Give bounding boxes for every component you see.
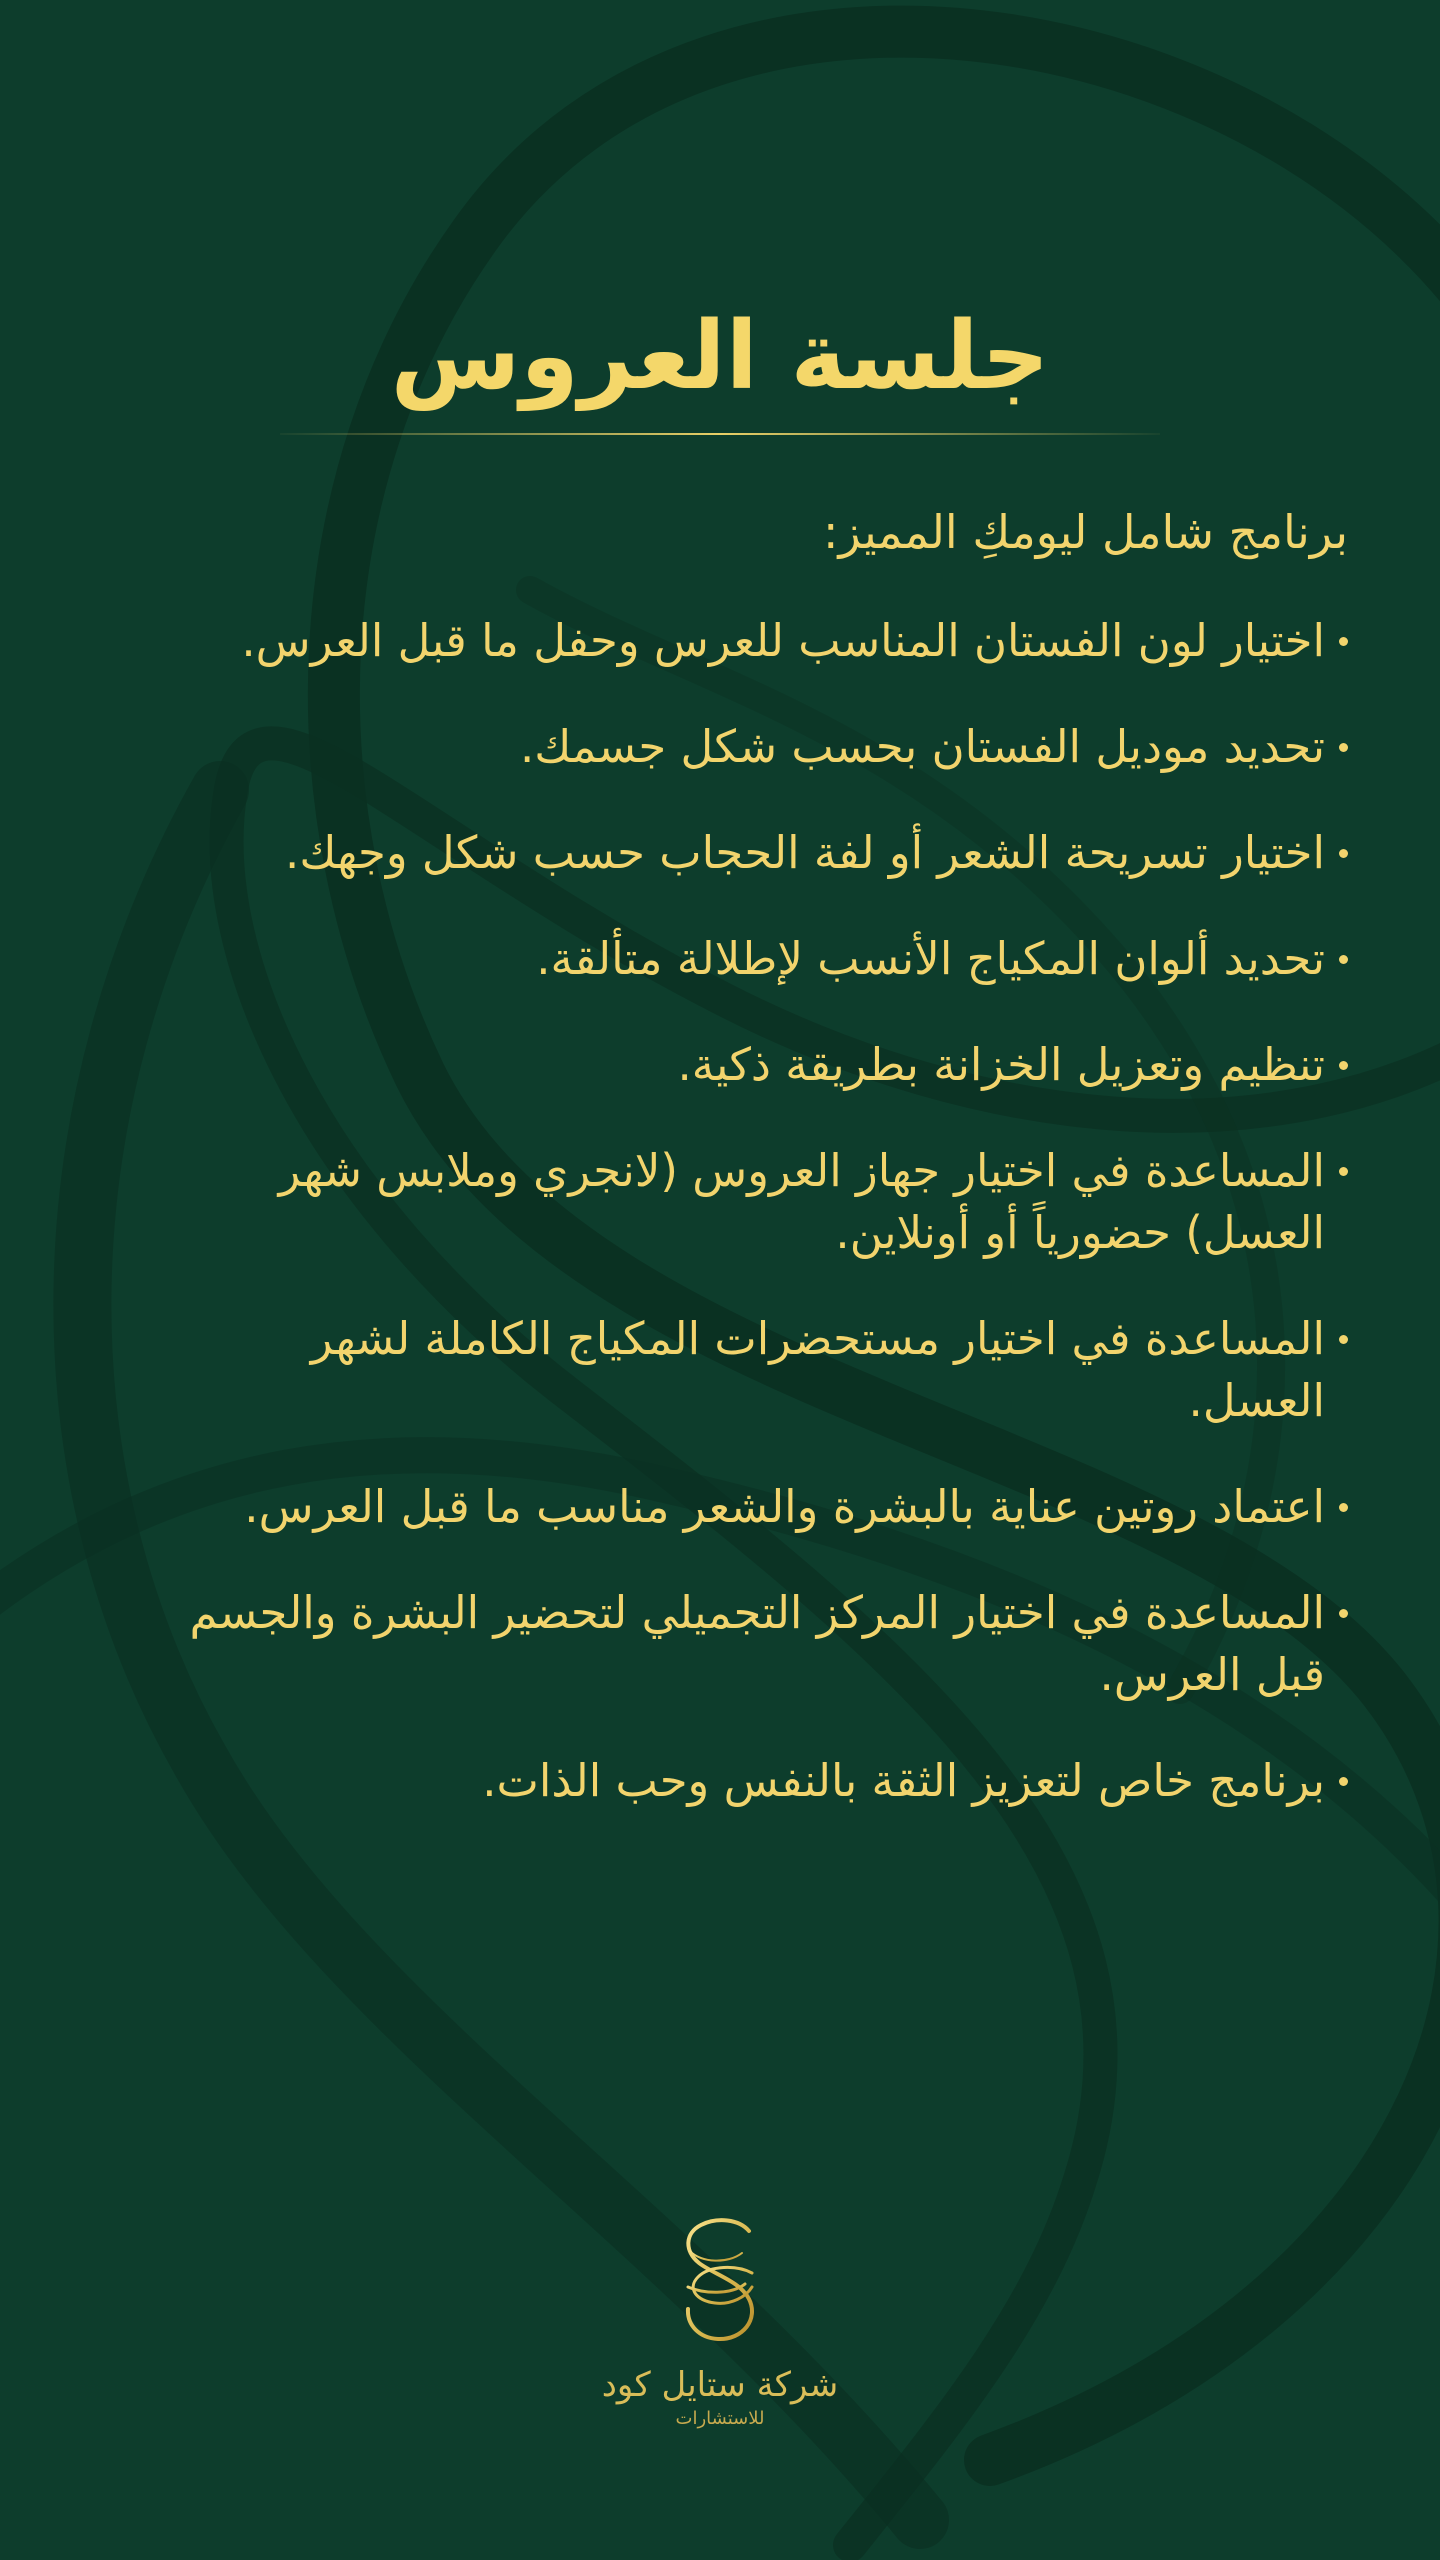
list-item-text: قبل العرس. [1099,1648,1325,1701]
list-item [92,1034,1348,1096]
list-item [92,822,1348,884]
company-logo [560,2215,880,2480]
bullet-dot-icon [1339,1335,1348,1344]
company-subtitle: للاستشارات [675,2408,765,2430]
list-item [92,716,1348,778]
list-item-text: تنظيم وتعزيل الخزانة بطريقة ذكية. [677,1038,1325,1091]
page-title: جلسة العروس [390,302,1050,411]
services-list [92,610,1348,1856]
list-item-text: اختيار تسريحة الشعر أو لفة الحجاب حسب شكل وجهك. [285,826,1325,879]
company-name: شركة ستايل كود [601,2365,839,2405]
list-item-text: تحديد موديل الفستان بحسب شكل جسمك. [519,720,1325,773]
list-item-text: المساعدة في اختيار المركز التجميلي لتحضير البشرة والجسم [189,1586,1325,1639]
bullet-dot-icon [1339,849,1348,858]
bullet-dot-icon [1339,1503,1348,1512]
bullet-dot-icon [1339,1167,1348,1176]
list-item-text: العسل. [1188,1374,1325,1427]
s-monogram-icon [679,2215,761,2345]
list-item [92,1582,1348,1706]
list-item-text: المساعدة في اختيار مستحضرات المكياج الكاملة لشهر [310,1312,1325,1365]
title-divider [280,433,1160,435]
list-item [92,1140,1348,1264]
bullet-dot-icon [1339,1609,1348,1618]
list-item [92,610,1348,672]
bullet-dot-icon [1339,743,1348,752]
bullet-dot-icon [1339,955,1348,964]
list-item [92,1750,1348,1812]
list-item-text: تحديد ألوان المكياج الأنسب لإطلالة متألقة. [536,932,1325,985]
bullet-dot-icon [1339,1061,1348,1070]
list-item-text: العسل) حضورياً أو أونلاين. [835,1206,1325,1259]
list-item [92,1476,1348,1538]
program-intro: برنامج شامل ليومكِ المميز: [822,505,1348,559]
list-item-text: اعتماد روتين عناية بالبشرة والشعر مناسب ما قبل العرس. [244,1480,1325,1533]
list-item-text: المساعدة في اختيار جهاز العروس (لانجري وملابس شهر [278,1144,1325,1197]
list-item-text: برنامج خاص لتعزيز الثقة بالنفس وحب الذات. [482,1754,1325,1807]
list-item-text: اختيار لون الفستان المناسب للعرس وحفل ما قبل العرس. [241,614,1325,667]
list-item [92,1308,1348,1432]
list-item [92,928,1348,990]
bullet-dot-icon [1339,1777,1348,1786]
bullet-dot-icon [1339,637,1348,646]
